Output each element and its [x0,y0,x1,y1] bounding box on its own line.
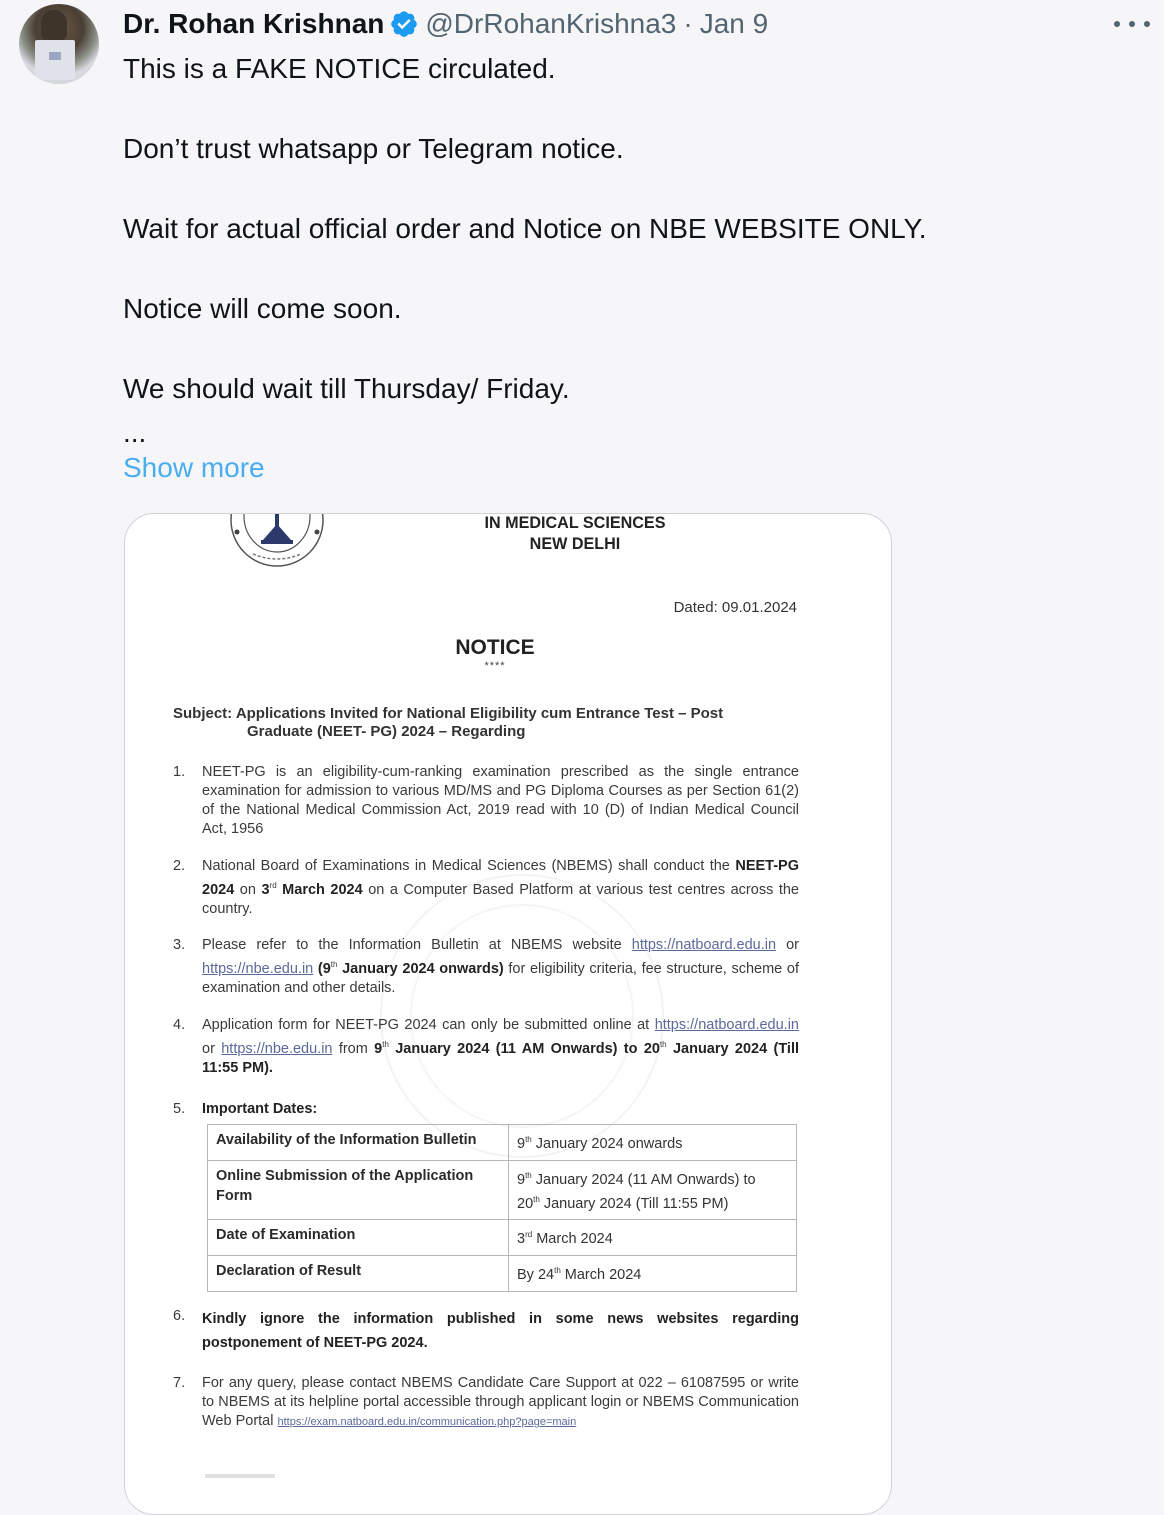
notice-organisation [414,513,737,554]
communication-portal-link[interactable]: https://exam.natboard.edu.in/communication.php?page=main [277,1416,577,1428]
notice-item-5 [173,1100,799,1119]
notice-document [125,514,891,1514]
table-key: Online Submission of the Application Form [208,1160,509,1220]
more-options-icon[interactable] [1114,10,1150,38]
author-handle[interactable]: @DrRohanKrishna3 [425,8,677,39]
natboard-link[interactable]: https://natboard.edu.in [631,937,777,953]
item-text: Kindly ignore the information published in some news websites regarding postponement of NEET-PG 2024. [202,1311,799,1351]
notice-item-4 [173,1016,799,1078]
table-value: 9th January 2024 onwards [509,1125,797,1161]
table-value: By 24th March 2024 [509,1256,797,1292]
notice-item-3 [173,936,799,998]
tweet-line: Wait for actual official order and Notice on NBE WEBSITE ONLY. [123,213,927,244]
item-text: NEET-PG is an eligibility-cum-ranking examination prescribed as the single entrance examination for admission to various MD/MS and PG Diploma Courses as per Section 61(2) of the National Medical Commission Act, 2019 read with 10 (D) of Indian Medical Council Act, 1956 [202,764,799,837]
avatar-podium [35,40,75,80]
author-name[interactable]: Dr. Rohan Krishnan [123,8,385,39]
table-value: 3rd March 2024 [509,1220,797,1256]
author-avatar[interactable] [19,4,99,84]
header-separator: · [683,8,693,39]
nbe-link[interactable]: https://nbe.edu.in [221,1040,333,1057]
notice-subject [173,705,803,741]
tweet-line: This is a FAKE NOTICE circulated. [123,53,556,84]
subject-line-2: Graduate (NEET- PG) 2024 – Regarding [247,723,526,740]
notice-stars: **** [484,660,506,672]
table-row [208,1125,797,1161]
item-number: 4. [173,1017,186,1033]
tweet-header [123,2,768,46]
notice-item-7 [173,1374,799,1432]
notice-item-6 [173,1307,799,1355]
notice-title: NOTICE [455,636,535,659]
item-number: 3. [173,937,186,953]
item-text: National Board of Examinations in Medical Sciences (NBEMS) shall conduct the NEET-PG 2024 on 3rd March 2024 on a Computer Based Platform at various test centres across the country. [202,858,799,917]
verified-badge-icon [389,9,419,39]
avatar-podium-logo [49,52,61,60]
tweet-line: We should wait till Thursday/ Friday. [123,373,570,404]
table-key: Date of Examination [208,1220,509,1256]
table-key: Declaration of Result [208,1256,509,1292]
item-number: 6. [173,1308,186,1324]
table-key: Availability of the Information Bulletin [208,1125,509,1161]
item-number: 7. [173,1375,186,1391]
avatar-person [41,10,67,40]
tweet-ellipsis: ... [123,417,147,448]
table-value: 9th January 2024 (11 AM Onwards) to 20th January 2024 (Till 11:55 PM) [509,1160,797,1220]
show-more-link[interactable]: Show more [123,452,265,483]
tweet-line: Don’t trust whatsapp or Telegram notice. [123,133,624,164]
item-text: For any query, please contact NBEMS Candidate Care Support at 022 – 61087595 or write to NBEMS at its helpline portal accessible through applicant login or NBEMS Communication Web Portal https://exam.natboard.edu.in/communication.php?page=main [202,1375,799,1429]
item-number: 2. [173,858,186,874]
org-line-1: IN MEDICAL SCIENCES [484,513,666,532]
item-number: 5. [173,1101,186,1117]
faded-text-fragment [205,1474,275,1478]
notice-item-1 [173,763,799,839]
important-dates-table [207,1124,797,1292]
item-text: Please refer to the Information Bulletin at NBEMS website https://natboard.edu.in or https://nbe.edu.in (9th January 2024 onwards) for eligibility criteria, fee structure, scheme of examination and other details. [202,937,800,996]
table-row [208,1256,797,1292]
subject-label: Subject: [173,705,233,722]
table-row [208,1160,797,1220]
attached-image-card[interactable] [124,513,892,1515]
table-row [208,1220,797,1256]
item-text: Important Dates: [202,1101,318,1117]
item-number: 1. [173,764,186,780]
notice-item-2 [173,857,799,919]
org-line-2: NEW DELHI [529,534,621,553]
subject-line-1: Applications Invited for National Eligibility cum Entrance Test – Post [235,705,724,722]
nbems-seal-logo [223,513,331,586]
natboard-link[interactable]: https://natboard.edu.in [654,1017,799,1033]
tweet-line: Notice will come soon. [123,293,402,324]
nbe-link[interactable]: https://nbe.edu.in [202,960,314,977]
tweet-date[interactable]: Jan 9 [699,8,769,39]
item-text: Application form for NEET-PG 2024 can only be submitted online at https://natboard.edu.in or https://nbe.edu.in from 9th January 2024 (11 AM Onwards) to 20th January 2024 (Till 11:55 PM). [202,1017,799,1076]
notice-date: Dated: 09.01.2024 [673,599,797,616]
